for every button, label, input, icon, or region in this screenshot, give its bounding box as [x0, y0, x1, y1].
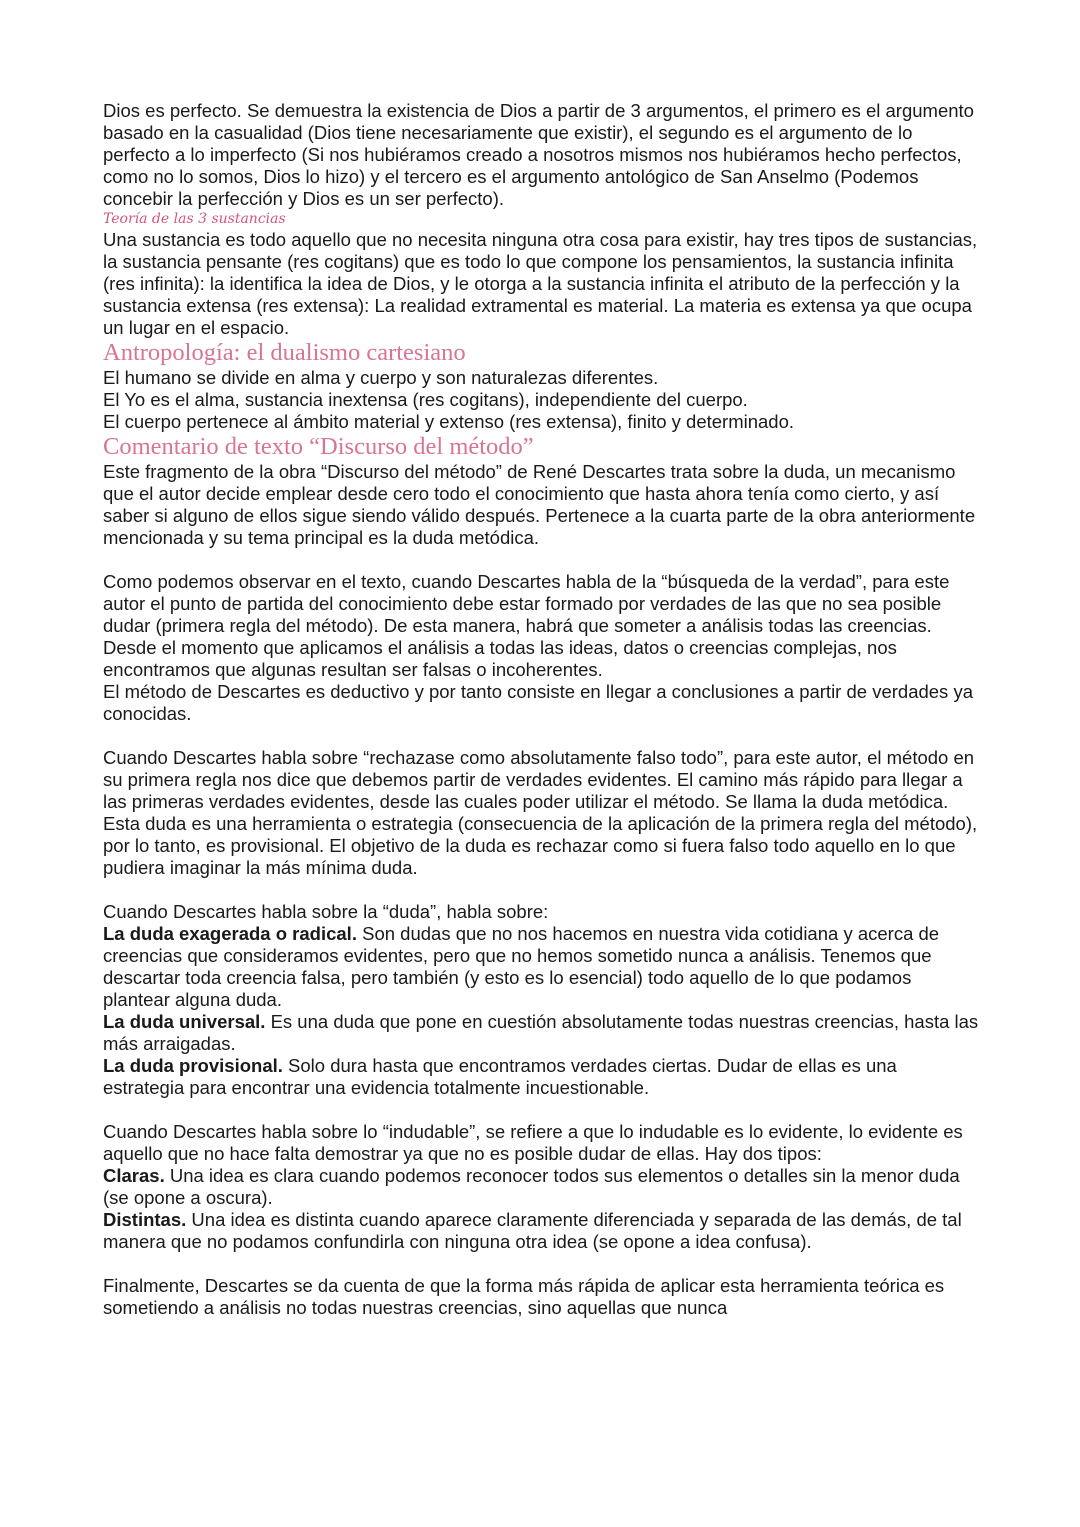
definition-duda-universal — [103, 1011, 983, 1055]
paragraph-gap — [103, 1253, 983, 1275]
paragraph-finalmente: Finalmente, Descartes se da cuenta de que la forma más rápida de aplicar esta herramienta teórica es sometiendo a análisis no todas nuestras creencias, sino aquellas que nunca — [103, 1275, 945, 1318]
definition-claras — [103, 1165, 983, 1209]
paragraph-gap — [103, 879, 983, 901]
heading-comentario: Comentario de texto “Discurso del método” — [103, 433, 534, 460]
text-duda-radical: Son dudas que no nos hacemos en nuestra vida cotidiana y acerca de creencias que consideramos evidentes, pero que no hemos sometido nunca a análisis. Tenemos que descartar toda creencia falsa, pero también (y esto es lo esencial) todo aquello de lo que podamos plantear alguna duda. — [103, 923, 940, 1010]
paragraph-rechazase: Cuando Descartes habla sobre “rechazase como absolutamente falso todo”, para este autor, el método en su primera regla nos dice que debemos partir de verdades evidentes. El camino más rápido para llegar a las primeras verdades evidentes, desde las cuales poder utilizar el método. Se llama la duda metódica. Esta duda es una herramienta o estrategia (consecuencia de la aplicación de la primera regla del método), por lo tanto, es provisional. El objetivo de la duda es rechazar como si fuera falso todo aquello en lo que pudiera imaginar la más mínima duda. — [103, 747, 978, 878]
text-duda-universal: Es una duda que pone en cuestión absolutamente todas nuestras creencias, hasta las más arraigadas. — [103, 1011, 979, 1054]
definition-distintas — [103, 1209, 983, 1253]
paragraph-duda-intro: Cuando Descartes habla sobre la “duda”, habla sobre: — [103, 901, 549, 922]
term-duda-universal: La duda universal. — [103, 1011, 266, 1032]
term-claras: Claras. — [103, 1165, 165, 1186]
term-duda-radical: La duda exagerada o radical. — [103, 923, 357, 944]
paragraph-fragmento: Este fragmento de la obra “Discurso del método” de René Descartes trata sobre la duda, un mecanismo que el autor decide emplear desde cero todo el conocimiento que hasta ahora tenía como cierto, y así saber si alguno de ellos sigue siendo válido después. Pertenece a la cuarta parte de la obra anteriormente mencionada y su tema principal es la duda metódica. — [103, 461, 976, 548]
paragraph-sustancias: Una sustancia es todo aquello que no necesita ninguna otra cosa para existir, hay tres tipos de sustancias, la sustancia pensante (res cogitans) que es todo lo que compone los pensamientos, la sustancia infinita (res infinita): la identifica la idea de Dios, y le otorga a la sustancia infinita el atributo de la perfección y la sustancia extensa (res extensa): La realidad extramental es material. La materia es extensa ya que ocupa un lugar en el espacio. — [103, 229, 978, 338]
subheading-sustancias: Teoría de las 3 sustancias — [103, 211, 286, 227]
text-duda-provisional: Solo dura hasta que encontramos verdades ciertas. Dudar de ellas es una estrategia para encontrar una evidencia totalmente incuestionable. — [103, 1055, 897, 1098]
antropologia-line-2: El Yo es el alma, sustancia inextensa (res cogitans), independiente del cuerpo. — [103, 389, 748, 410]
paragraph-gap — [103, 725, 983, 747]
text-claras: Una idea es clara cuando podemos reconocer todos sus elementos o detalles sin la menor duda (se opone a oscura). — [103, 1165, 960, 1208]
term-duda-provisional: La duda provisional. — [103, 1055, 283, 1076]
document-page — [103, 100, 983, 1319]
paragraph-dios-perfecto: Dios es perfecto. Se demuestra la existencia de Dios a partir de 3 argumentos, el primero es el argumento basado en la casualidad (Dios tiene necesariamente que existir), el segundo es el argumento de lo perfecto a lo imperfecto (Si nos hubiéramos creado a nosotros mismos nos hubiéramos hecho perfectos, como no lo somos, Dios lo hizo) y el tercero es el argumento antológico de San Anselmo (Podemos concebir la perfección y Dios es un ser perfecto). — [103, 100, 974, 209]
text-distintas: Una idea es distinta cuando aparece claramente diferenciada y separada de las demás, de tal manera que no podamos confundirla con ninguna otra idea (se opone a idea confusa). — [103, 1209, 962, 1252]
paragraph-indudable: Cuando Descartes habla sobre lo “indudable”, se refiere a que lo indudable es lo evidente, lo evidente es aquello que no hace falta demostrar ya que no es posible dudar de ellas. Hay dos tipos: — [103, 1121, 963, 1164]
paragraph-gap — [103, 1099, 983, 1121]
antropologia-line-1: El humano se divide en alma y cuerpo y son naturalezas diferentes. — [103, 367, 659, 388]
paragraph-gap — [103, 549, 983, 571]
paragraph-busqueda-verdad: Como podemos observar en el texto, cuando Descartes habla de la “búsqueda de la verdad”, para este autor el punto de partida del conocimiento debe estar formado por verdades de las que no sea posible dudar (primera regla del método). De esta manera, habrá que someter a análisis todas las creencias. Desde el momento que aplicamos el análisis a todas las ideas, datos o creencias complejas, nos encontramos que algunas resultan ser falsas o incoherentes. — [103, 571, 950, 680]
definition-duda-radical — [103, 923, 983, 1011]
heading-antropologia: Antropología: el dualismo cartesiano — [103, 339, 466, 366]
antropologia-line-3: El cuerpo pertenece al ámbito material y extenso (res extensa), finito y determinado. — [103, 411, 795, 432]
paragraph-metodo-deductivo: El método de Descartes es deductivo y por tanto consiste en llegar a conclusiones a partir de verdades ya conocidas. — [103, 681, 973, 724]
definition-duda-provisional — [103, 1055, 983, 1099]
term-distintas: Distintas. — [103, 1209, 187, 1230]
